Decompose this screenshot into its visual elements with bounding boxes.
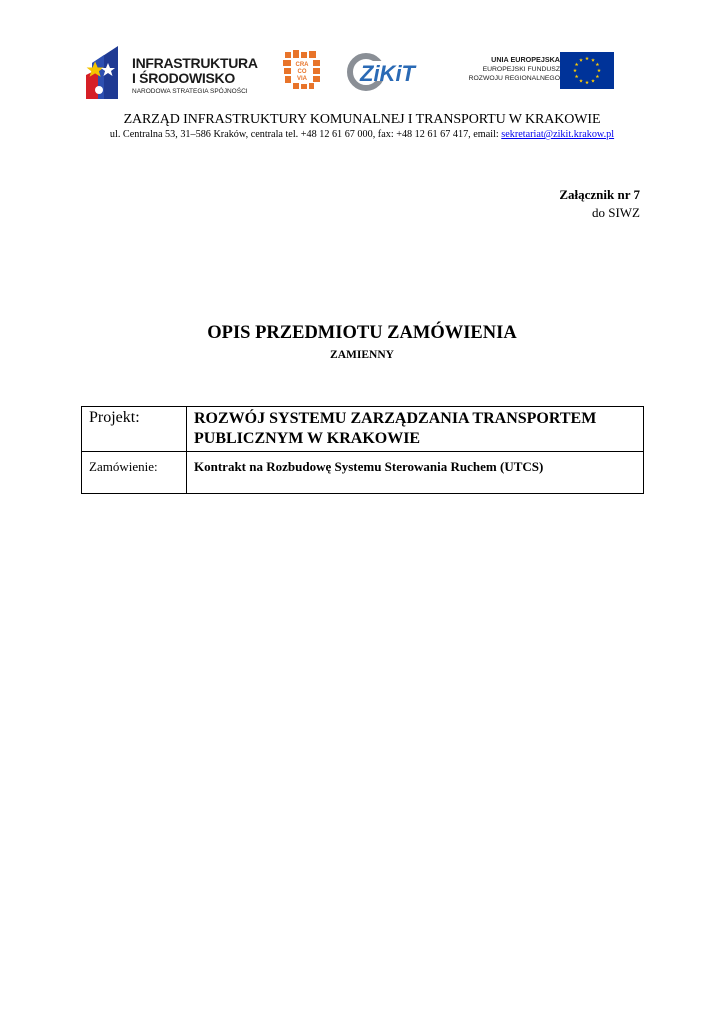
project-value-line2: PUBLICZNYM W KRAKOWIE (194, 430, 421, 447)
infrastruktura-logo-line1: INFRASTRUKTURA (132, 55, 258, 71)
svg-text:CRA: CRA (295, 62, 309, 68)
infrastruktura-logo-line3: NARODOWA STRATEGIA SPÓJNOŚCI (132, 88, 248, 95)
cracovia-logo-icon (283, 50, 321, 92)
zikit-logo-text: ZiKiT (360, 61, 415, 86)
eu-logo-line2: EUROPEJSKI FUNDUSZ (482, 66, 560, 73)
document-subtitle: ZAMIENNY (330, 349, 394, 361)
contact-address (0, 129, 724, 140)
svg-text:CO: CO (297, 69, 307, 75)
address-text: ul. Centralna 53, 31–586 Kraków, centrala tel. +48 12 61 67 000, fax: +48 12 61 67 417, email: (109, 129, 502, 140)
order-value: Kontrakt na Rozbudowę Systemu Sterowania Ruchem (UTCS) (187, 452, 644, 494)
document-title: OPIS PRZEDMIOTU ZAMÓWIENIA (207, 323, 517, 343)
infrastruktura-logo (84, 43, 264, 101)
project-info-table (81, 406, 644, 494)
eu-logo-line3: ROZWOJU REGIONALNEGO (468, 75, 560, 82)
infrastruktura-logo-line2: I ŚRODOWISKO (132, 70, 235, 86)
attachment-note (559, 186, 640, 222)
attachment-number: Załącznik nr 7 (559, 187, 640, 202)
attachment-reference: do SIWZ (591, 205, 640, 220)
project-value (187, 407, 644, 452)
zikit-logo (347, 53, 433, 91)
project-row (82, 407, 644, 452)
project-label: Projekt: (82, 407, 187, 452)
logo-bar (0, 0, 724, 110)
eu-flag-icon (560, 52, 614, 89)
order-row (82, 452, 644, 494)
eu-logo (454, 50, 620, 92)
infrastruktura-emblem-icon (84, 43, 130, 101)
email-link[interactable]: sekretariat@zikit.krakow.pl (501, 129, 615, 140)
organization-name: ZARZĄD INFRASTRUKTURY KOMUNALNEJ I TRANSPORTU W KRAKOWIE (123, 112, 601, 127)
order-label: Zamówienie: (82, 452, 187, 494)
eu-logo-line1: UNIA EUROPEJSKA (491, 55, 560, 64)
svg-text:VIA: VIA (296, 76, 308, 82)
project-value-line1: ROZWÓJ SYSTEMU ZARZĄDZANIA TRANSPORTEM (194, 410, 597, 427)
cracovia-logo (283, 50, 321, 92)
